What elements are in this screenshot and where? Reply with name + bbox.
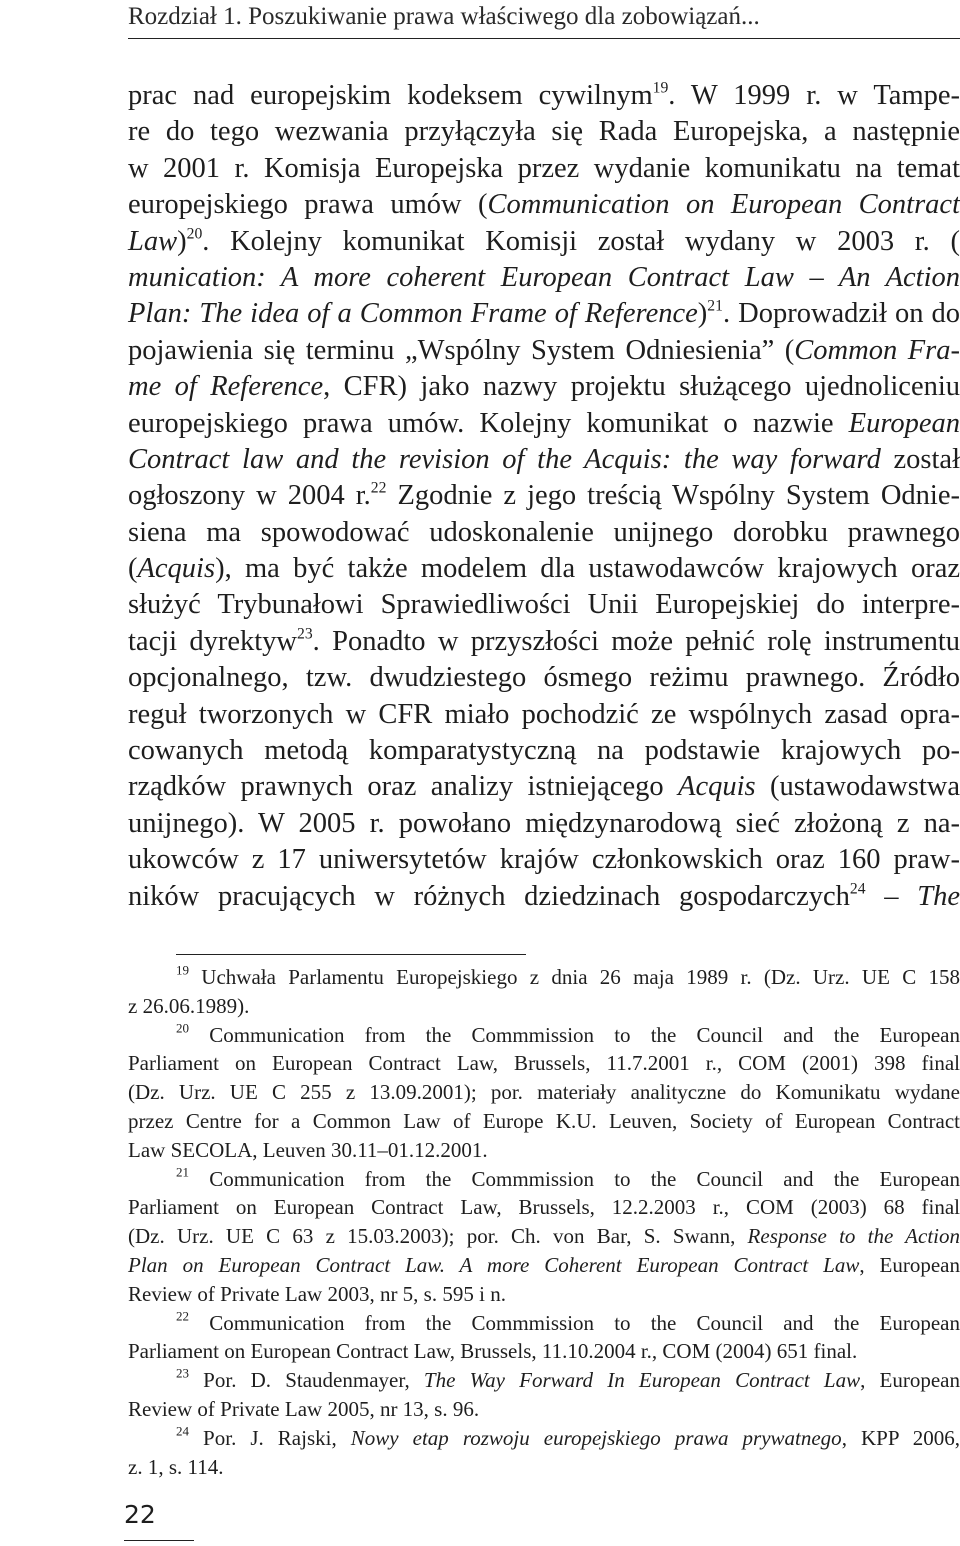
body-line [128,478,960,514]
text-run: ) [177,225,187,257]
body-line [128,369,960,405]
text-run: Por. J. Rajski, [189,1425,351,1450]
footnote-line [128,1136,960,1165]
footnotes [128,963,960,1481]
footnote-line [128,1107,960,1136]
footnote-ref: 21 [707,297,723,315]
italic-span: European [848,407,960,439]
text-run: pojawienia się terminu „Wspólny System Odniesienia” ( [128,334,795,366]
text-run: europejskiego prawa umów ( [128,189,488,221]
text-run: Parliament on European Contract Law, Brussels, 12.2.2003 r., COM (2003) 68 final [128,1195,960,1220]
body-line [128,697,960,733]
text-run: w 2001 r. Komisja Europejska przez wydanie komunikatu na temat [128,152,960,184]
footnote-ref: 22 [176,1307,190,1323]
text-run: , CFR) jako nazwy projektu służącego ujednoliceniu [323,371,960,403]
text-run: – [865,880,918,912]
text-run: z. 1, s. 114. [128,1454,224,1479]
footnote-line [128,1021,960,1050]
footnote-line [128,1049,960,1078]
text-run: . Kolejny komunikat Komisji został wydany w 2003 r. ( [202,225,960,257]
text-run: Zgodnie z jego treścią Wspólny System Odnie- [386,480,960,512]
body-line [128,187,960,223]
page-number: 22 [124,1500,156,1529]
text-run: ukowców z 17 uniwersytetów krajów członkowskich oraz 160 praw- [128,844,960,876]
body-text [128,78,960,915]
footnote-line [128,1309,960,1338]
body-line [128,769,960,805]
text-run: służyć Trybunałowi Sprawiedliwości Unii Europejskiej do interpre- [128,589,960,621]
text-run: ), ma być także modelem dla ustawodawców krajowych oraz [215,553,960,585]
text-run: Communication from the Commmission to the Council and the European [189,1166,960,1191]
body-line [128,406,960,442]
text-run: . Doprowadził on do [722,298,960,330]
footnote-ref: 20 [176,1019,190,1035]
body-line [128,624,960,660]
italic-span: Communication on European Contract [487,189,960,221]
text-run: Parliament on European Contract Law, Brussels, 11.10.2004 r., COM (2004) 651 final. [128,1339,858,1364]
text-run: Communication from the Commmission to the Council and the European [189,1310,960,1335]
body-line [128,442,960,478]
text-run: (Dz. Urz. UE C 255 z 13.09.2001); por. materiały analityczne do Komunikatu wydane [128,1080,960,1105]
italic-span: Nowy etap rozwoju europejskiego prawa prywatnego [350,1425,842,1450]
italic-span: Response to the Action [747,1224,960,1249]
body-line [128,515,960,551]
text-run: opcjonalnego, tzw. dwudziestego ósmego reżimu prawnego. Źródło [128,662,960,694]
text-run: z 26.06.1989). [128,993,250,1018]
text-run: ników pracujących w różnych dziedzinach gospodarczych [128,880,850,912]
text-run: Law SECOLA, Leuven 30.11–01.12.2001. [128,1137,488,1162]
text-run: europejskiego prawa umów. Kolejny komunikat o nazwie [128,407,849,439]
text-run: cowanych metodą komparatystyczną na podstawie krajowych po- [128,735,960,767]
footnote-ref: 19 [176,962,190,978]
footnote-line [128,1078,960,1107]
footnote-line [128,1395,960,1424]
footnote-ref: 20 [186,224,203,242]
italic-span: The Way Forward In European Contract Law [423,1368,861,1393]
text-run: Parliament on European Contract Law, Brussels, 11.7.2001 r., COM (2001) 398 final [128,1051,960,1076]
text-run: ( [128,553,138,585]
body-line [128,296,960,332]
body-line [128,224,960,260]
text-run: (Dz. Urz. UE C 63 z 15.03.2003); por. Ch. von Bar, S. Swann, [128,1224,748,1249]
footnote-line [128,1222,960,1251]
footnote-line [128,1453,960,1482]
text-run: tacji dyrektyw [128,625,298,657]
page-number-rule [124,1540,194,1541]
body-line [128,879,960,915]
footnote-line [128,1193,960,1222]
footnote-line [128,1424,960,1453]
text-run: unijnego). W 2005 r. powołano międzynarodową sieć złożoną z na- [128,807,960,839]
body-line [128,842,960,878]
footnote-ref: 22 [370,479,387,497]
text-run: ogłoszony w 2004 r. [128,480,371,512]
text-run: , European [859,1252,960,1277]
footnote-ref: 23 [297,625,313,643]
footnote-ref: 24 [849,879,866,897]
italic-span: Plan: The idea of a Common Frame of Reference [128,298,698,330]
header-rule [128,38,960,39]
text-run: Review of Private Law 2003, nr 5, s. 595 i n. [128,1281,506,1306]
text-run: Uchwała Parlamentu Europejskiego z dnia 26 maja 1989 r. (Dz. Urz. UE C 158 [189,965,960,989]
italic-span: Common Fra- [794,334,960,366]
text-run: Por. D. Staudenmayer, [189,1368,424,1393]
italic-span: munication: A more coherent European Contract Law – An Action [128,261,960,293]
body-line [128,733,960,769]
text-run: Communication from the Commmission to the Council and the European [189,1022,960,1047]
footnote-ref: 19 [652,79,669,97]
italic-span: The [917,880,960,912]
text-run: , KPP 2006, [841,1425,960,1450]
text-run: ) [697,298,708,330]
body-line [128,587,960,623]
body-line [128,806,960,842]
body-line [128,78,960,114]
footnote-line [128,1337,960,1366]
text-run: został [880,443,960,475]
footnote-ref: 24 [176,1423,190,1438]
body-line [128,333,960,369]
footnote-ref: 21 [176,1163,190,1179]
text-run: (ustawodawstwa [755,771,960,803]
italic-span: Acquis [678,771,756,803]
footnote-separator [176,954,526,955]
text-run: re do tego wezwania przyłączyła się Rada Europejska, a następnie [128,116,960,148]
text-run: rządków prawnych oraz analizy istniejącego [128,771,679,803]
footnote-line [128,1251,960,1280]
text-run: , European [860,1368,960,1393]
body-line [128,260,960,296]
italic-span: Plan on European Contract Law. A more Coherent European Contract Law [128,1252,860,1277]
text-run: siena ma spowodować udoskonalenie unijnego dorobku prawnego [128,516,960,548]
text-run: . W 1999 r. w Tampe- [668,80,960,111]
footnote-ref: 23 [176,1365,190,1381]
italic-span: Law [128,225,178,257]
body-line [128,660,960,696]
text-run: przez Centre for a Common Law of Europe K.U. Leuven, Society of European Contract [128,1108,960,1133]
footnote-line [128,1280,960,1309]
body-line [128,151,960,187]
body-line [128,114,960,150]
footnote-line [128,1366,960,1395]
footnote-line [128,1165,960,1194]
text-run: Review of Private Law 2005, nr 13, s. 96. [128,1396,480,1421]
italic-span: Acquis [137,553,216,585]
running-head: Rozdział 1. Poszukiwanie prawa właściwego dla zobowiązań... [128,3,760,30]
footnote-line [128,992,960,1021]
italic-span: me of Reference [128,371,324,403]
italic-span: Contract law and the revision of the Acquis: the way forward [128,443,881,475]
text-run: prac nad europejskim kodeksem cywilnym [128,80,653,111]
footnote-line [128,963,960,992]
text-run: . Ponadto w przyszłości może pełnić rolę instrumentu [312,625,960,657]
text-run: reguł tworzonych w CFR miało pochodzić ze wspólnych zasad opra- [128,698,960,730]
body-line [128,551,960,587]
